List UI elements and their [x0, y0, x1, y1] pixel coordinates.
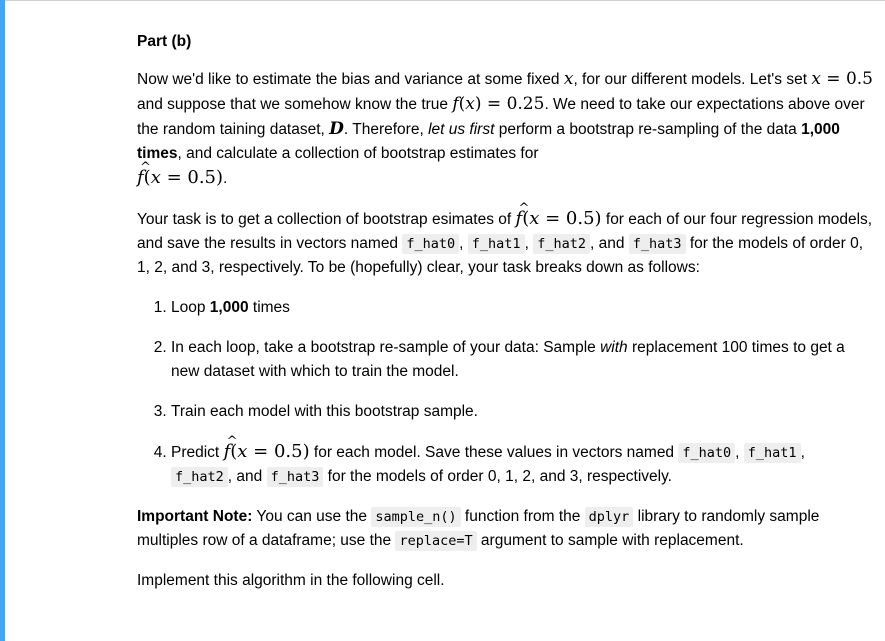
list-item [171, 400, 877, 424]
text: , [524, 235, 534, 252]
text: Loop [171, 299, 210, 316]
text: , [735, 444, 744, 461]
code-f-hat1: f_hat1 [468, 234, 525, 254]
text: Predict [171, 444, 224, 461]
list-item [171, 440, 877, 489]
math-true-f: f(x) = 0.25 [452, 94, 545, 114]
math-f-hat: ^ f(x = 0.5) [516, 208, 602, 229]
list-item [171, 336, 877, 384]
text: for each of our four regression models, and save the results in vectors named [137, 211, 873, 252]
bold-text: 1,000 [209, 299, 249, 316]
code-f-hat3: f_hat3 [629, 234, 686, 254]
code-f-hat2: f_hat2 [171, 467, 228, 487]
code-dplyr: dplyr [585, 507, 634, 527]
text: . [223, 170, 228, 187]
text: Now we'd like to estimate the bias and variance at some fixed [137, 71, 564, 88]
text: for the models of order 0, 1, 2, and 3, respectively. To be (hopefully) clear, your task breaks down as follows: [137, 235, 864, 276]
code-f-hat0: f_hat0 [678, 443, 735, 463]
text: . We need to take our expectations above over the random taining dataset, [137, 96, 865, 138]
math-f-hat: ^ f(x = 0.5) [224, 441, 310, 462]
math-text: x [563, 69, 574, 89]
markdown-cell[interactable] [137, 0, 877, 593]
code-replace-t: replace=T [395, 531, 476, 551]
text: library to randomly sample multiples row of a dataframe; use the [137, 508, 820, 549]
section-heading: Part (b) [137, 33, 192, 50]
text: , [459, 235, 468, 252]
text: , and [589, 235, 629, 252]
cell-selection-bar [0, 0, 5, 641]
math-x-equals: x = 0.5 [811, 69, 873, 89]
bold-text: 1,000 times [137, 121, 840, 162]
text: , [800, 444, 805, 461]
text: for the models of order 0, 1, 2, and 3, respectively. [323, 468, 672, 485]
text: times [248, 299, 290, 316]
text: You can use the [252, 508, 372, 525]
code-f-hat0: f_hat0 [402, 234, 459, 254]
list-item [171, 296, 877, 320]
text: argument to sample with replacement. [476, 532, 744, 549]
paragraph-important-note [137, 505, 877, 553]
math-x [564, 69, 574, 89]
text: , and calculate a collection of bootstrap estimates for [177, 145, 539, 162]
text: Train each model with this bootstrap sample. [171, 403, 478, 420]
emphasis-text: let us first [428, 121, 495, 138]
steps-list [137, 296, 877, 489]
code-sample-n: sample_n() [371, 507, 460, 527]
text: In each loop, take a bootstrap re-sample of your data: Sample [171, 339, 601, 356]
bold-text: Important Note: [137, 508, 253, 525]
text: . Therefore, [343, 121, 429, 138]
text: perform a bootstrap re-sampling of the data [494, 121, 802, 138]
code-f-hat3: f_hat3 [267, 467, 324, 487]
code-f-hat1: f_hat1 [744, 443, 801, 463]
code-f-hat2: f_hat2 [533, 234, 590, 254]
text: Your task is to get a collection of bootstrap esimates of [137, 211, 516, 228]
math-f-hat: ^ f(x = 0.5) [137, 167, 223, 188]
paragraph-task [137, 207, 877, 280]
text: for each model. Save these values in vectors named [309, 444, 679, 461]
text: , and [227, 468, 267, 485]
paragraph-implement: Implement this algorithm in the following cell. [137, 572, 445, 589]
paragraph-intro [137, 67, 877, 191]
text: , for our different models. Let's set [573, 71, 812, 88]
text: function from the [460, 508, 585, 525]
text: replacement 100 times to get a new dataset with which to train the model. [171, 339, 845, 380]
emphasis-text: with [600, 339, 628, 356]
text: and suppose that we somehow know the true [137, 96, 453, 113]
math-dataset-d: D [329, 119, 344, 139]
